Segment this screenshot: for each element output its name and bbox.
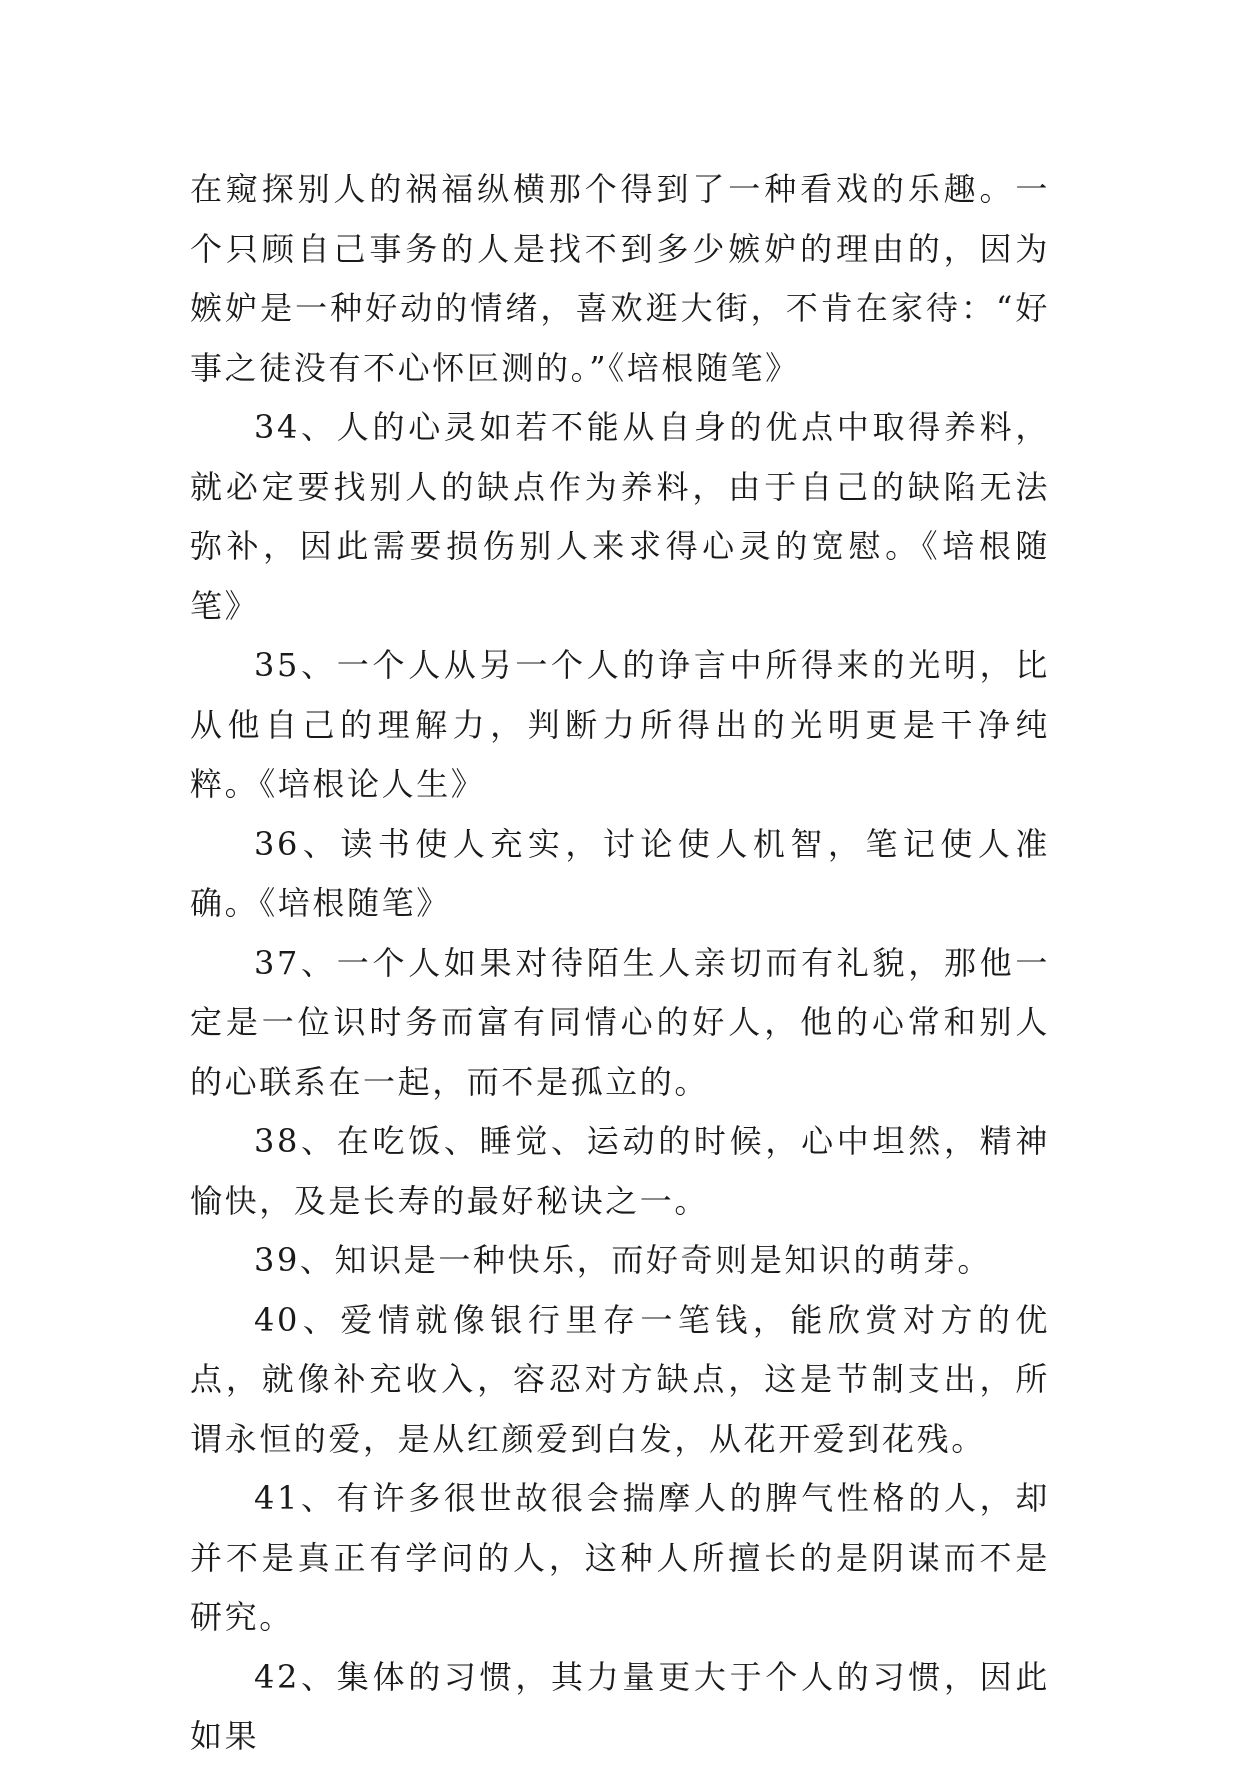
paragraph-quote-42: 42、集体的习惯，其力量更大于个人的习惯，因此如果 [190, 1657, 1050, 1755]
paragraph-quote-35: 35、一个人从另一个人的诤言中所得来的光明，比从他自己的理解力，判断力所得出的光明更是干净纯粹。《培根论人生》 [190, 646, 1050, 803]
paragraph-quote-40: 40、爱情就像银行里存一笔钱，能欣赏对方的优点，就像补充收入，容忍对方缺点，这是节制支出，所谓永恒的爱，是从红颜爱到白发，从花开爱到花残。 [190, 1300, 1050, 1458]
paragraph-continuation: 在窥探别人的祸福纵横那个得到了一种看戏的乐趣。一个只顾自己事务的人是找不到多少嫉妒的理由的，因为嫉妒是一种好动的情绪，喜欢逛大街，不肯在家待：“好事之徒没有不心怀叵测的。”《培根随笔》 [190, 170, 1050, 387]
paragraph-quote-34: 34、人的心灵如若不能从自身的优点中取得养料，就必定要找别人的缺点作为养料，由于自己的缺陷无法弥补，因此需要损伤别人来求得心灵的宽慰。《培根随笔》 [190, 408, 1050, 625]
paragraph-quote-41: 41、有许多很世故很会揣摩人的脾气性格的人，却并不是真正有学问的人，这种人所擅长的是阴谋而不是研究。 [190, 1479, 1050, 1636]
paragraph-quote-39: 39、知识是一种快乐，而好奇则是知识的萌芽。 [254, 1241, 992, 1279]
paragraph-quote-37: 37、一个人如果对待陌生人亲切而有礼貌，那他一定是一位识时务而富有同情心的好人，他的心常和别人的心联系在一起，而不是孤立的。 [190, 943, 1050, 1101]
paragraph-quote-36: 36、读书使人充实，讨论使人机智，笔记使人准确。《培根随笔》 [190, 824, 1050, 922]
document-body [190, 160, 1050, 1767]
paragraph-quote-38: 38、在吃饭、睡觉、运动的时候，心中坦然，精神愉快，及是长寿的最好秘诀之一。 [190, 1122, 1050, 1220]
